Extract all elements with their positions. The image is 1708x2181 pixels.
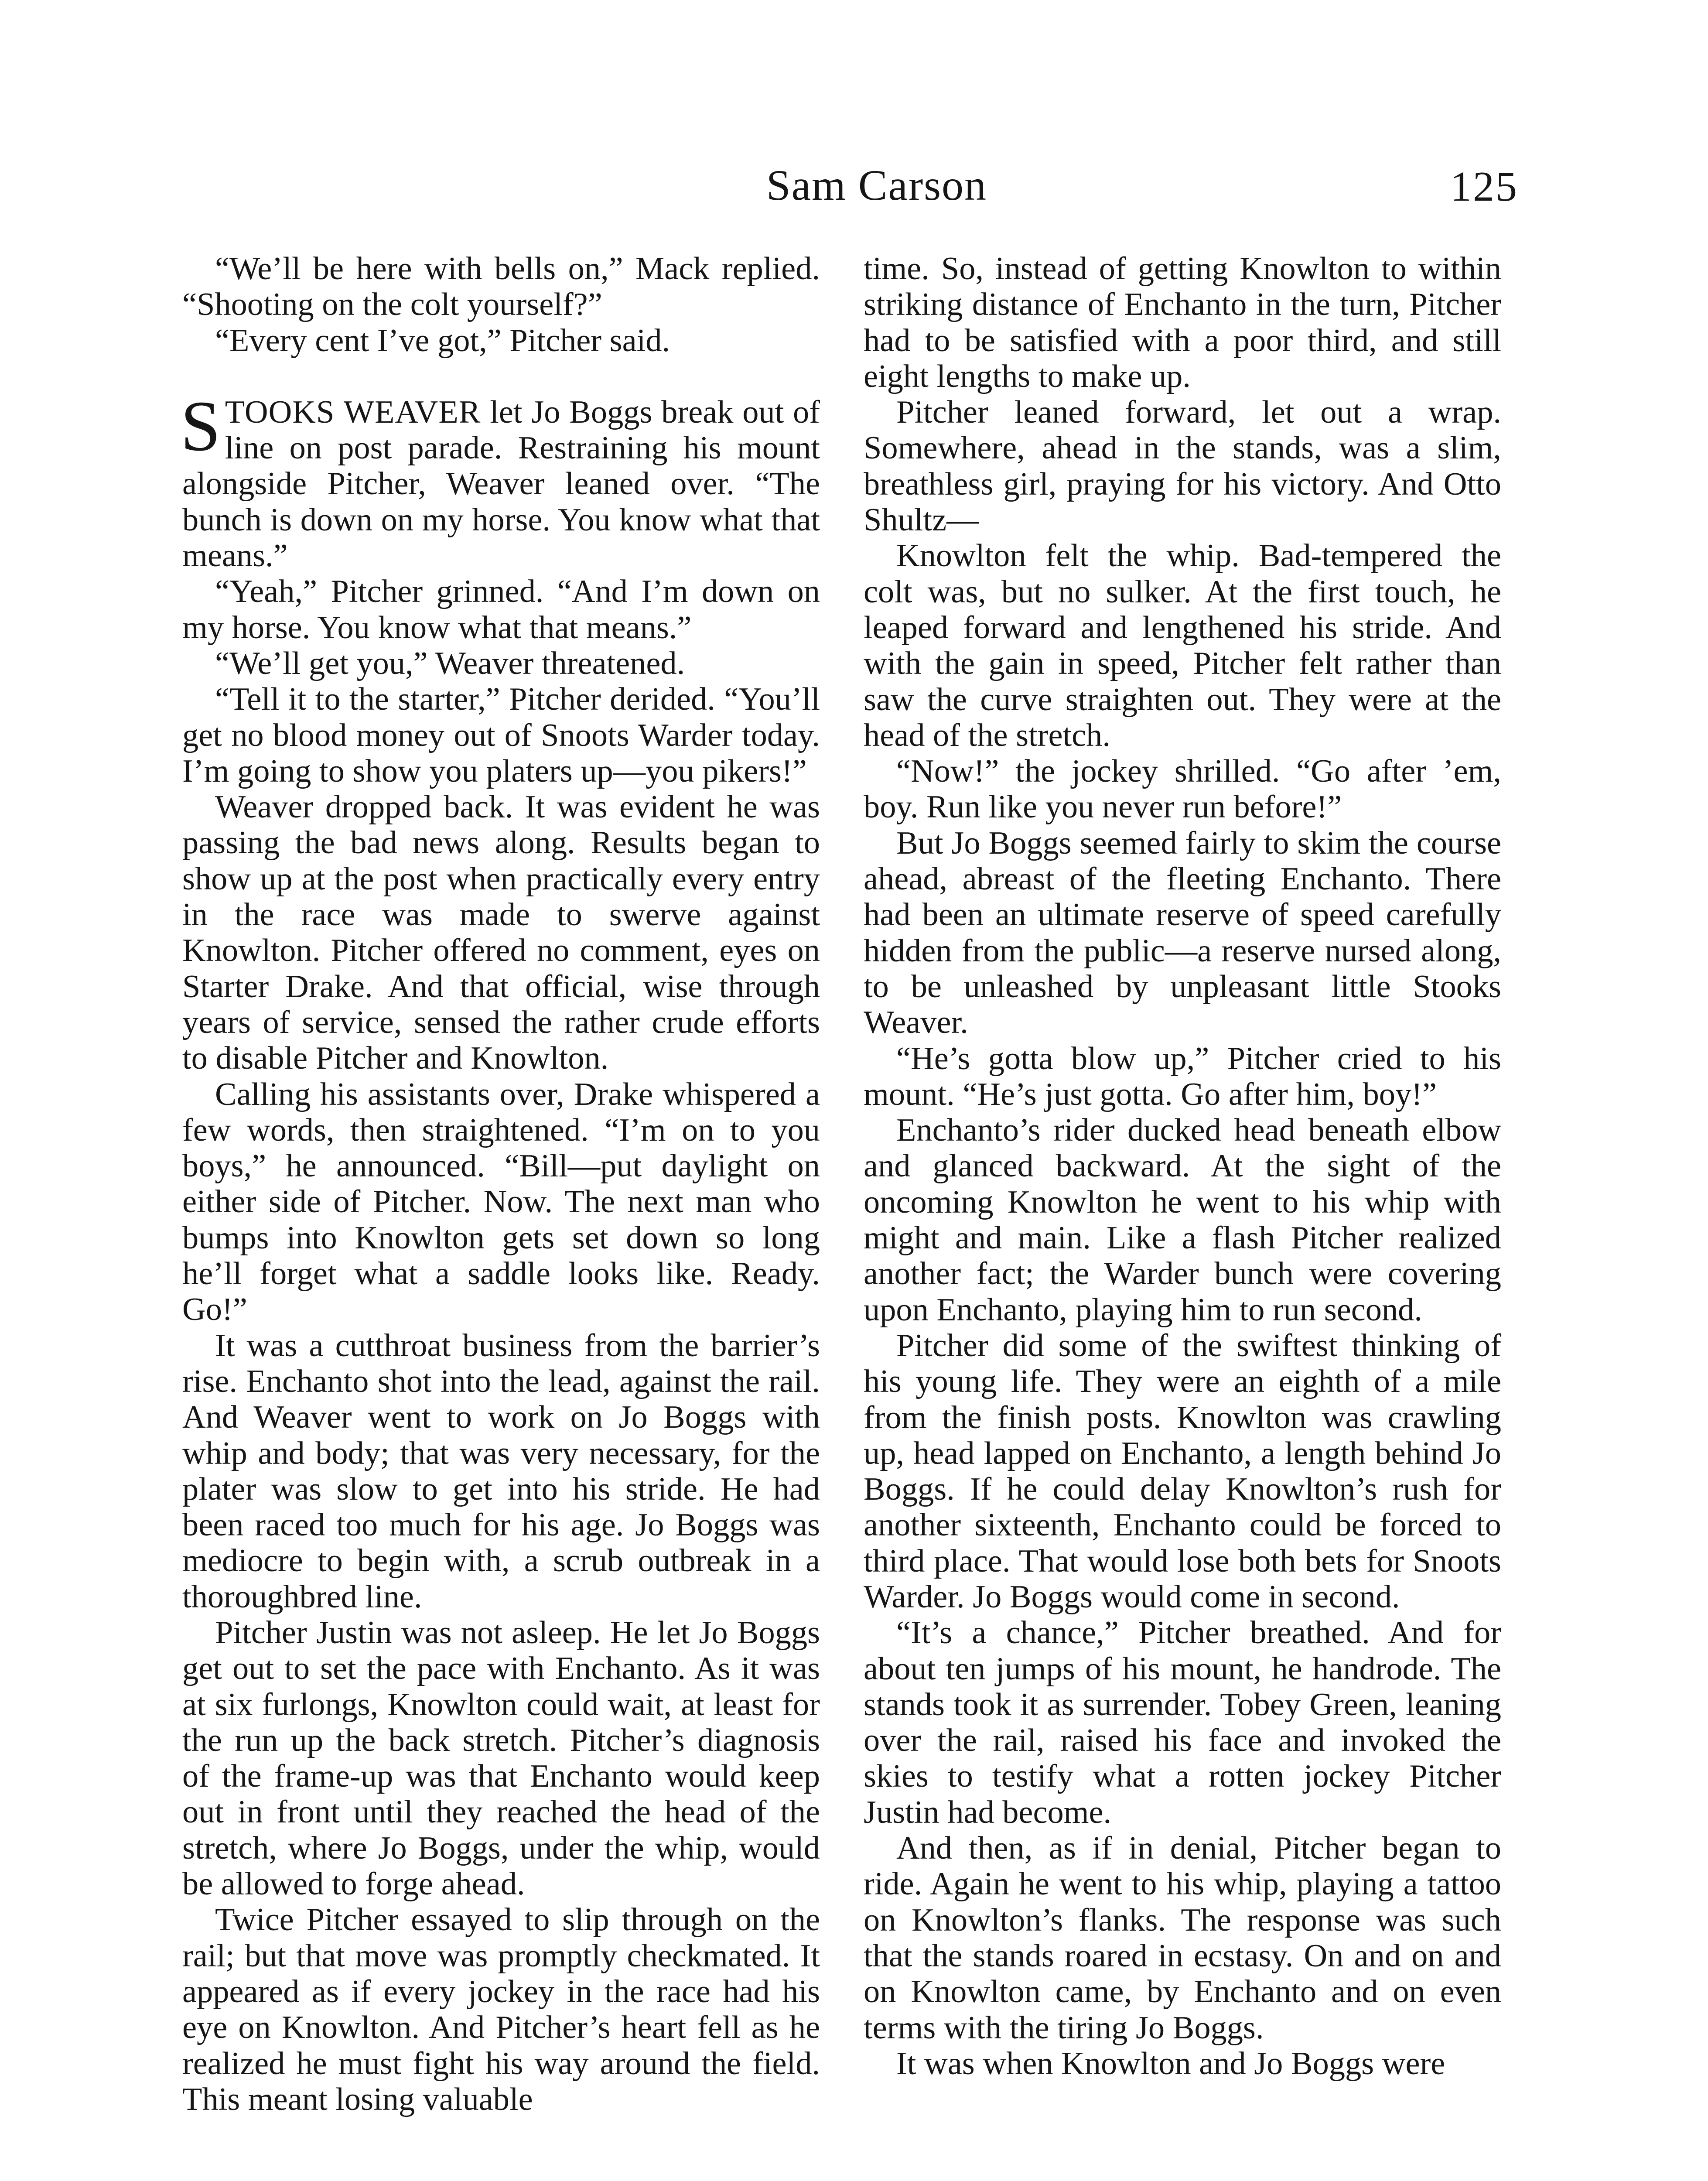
text-column-right	[864, 251, 1501, 2082]
running-head-title: Sam Carson	[766, 161, 987, 209]
paragraph: It was a cutthroat business from the barrier’s rise. Enchanto shot into the lead, against the rail. And Weaver went to work on Jo Boggs with whip and body; that was very necessary, for the plater was slow to get into his stride. He had been raced too much for his age. Jo Boggs was mediocre to begin with, a scrub outbreak in a thoroughbred line.	[182, 1327, 820, 1615]
drop-cap: S	[181, 386, 221, 466]
paragraph-text: let Jo Boggs break out of line on post parade. Restraining his mount alongside Pitcher, Weaver leaned over. “The bunch is down on my horse. You know what that means.”	[182, 394, 820, 574]
page-number: 125	[1450, 163, 1518, 210]
paragraph: “Now!” the jockey shrilled. “Go after ’em, boy. Run like you never run before!”	[864, 753, 1501, 825]
paragraph: But Jo Boggs seemed fairly to skim the course ahead, abreast of the fleeting Enchanto. There had been an ultimate reserve of speed carefully hidden from the public—a reserve nursed along, to be unleashed by unpleasant little Stooks Weaver.	[864, 825, 1501, 1041]
paragraph: Pitcher Justin was not asleep. He let Jo Boggs get out to set the pace with Enchanto. As it was at six furlongs, Knowlton could wait, at least for the run up the back stretch. Pitcher’s diagnosis of the frame-up was that Enchanto would keep out in front until they reached the head of the stretch, where Jo Boggs, under the whip, would be allowed to forge ahead.	[182, 1614, 820, 1902]
paragraph: Enchanto’s rider ducked head beneath elbow and glanced backward. At the sight of the oncoming Knowlton he went to his whip with might and main. Like a flash Pitcher realized another fact; the Warder bunch were covering upon Enchanto, playing him to run second.	[864, 1112, 1501, 1328]
section-opening-paragraph	[181, 386, 820, 574]
paragraph: Twice Pitcher essayed to slip through on the rail; but that move was promptly checkmated. It appeared as if every jockey in the race had his eye on Knowlton. And Pitcher’s heart fell as he realized he must fight his way around the field. This meant losing valuable	[182, 1902, 820, 2117]
paragraph: “Every cent I’ve got,” Pitcher said.	[215, 322, 670, 359]
paragraph: Knowlton felt the whip. Bad-tempered the colt was, but no sulker. At the first touch, he leaped forward and lengthened his stride. And with the gain in speed, Pitcher felt rather than saw the curve straighten out. They were at the head of the stretch.	[864, 538, 1501, 753]
paragraph: “It’s a chance,” Pitcher breathed. And for about ten jumps of his mount, he handrode. The stands took it as surrender. Tobey Green, leaning over the rail, raised his face and invoked the skies to testify what a rotten jockey Pitcher Justin had become.	[864, 1615, 1501, 1830]
paragraph: “Yeah,” Pitcher grinned. “And I’m down on my horse. You know what that means.”	[182, 574, 820, 646]
paragraph: “We’ll be here with bells on,” Mack replied. “Shooting on the colt yourself?”	[182, 251, 820, 323]
text-column-left	[182, 251, 820, 2117]
lead-in-caps: TOOKS WEAVER	[225, 394, 481, 430]
paragraph: “He’s gotta blow up,” Pitcher cried to his mount. “He’s just gotta. Go after him, boy!”	[864, 1040, 1501, 1112]
paragraph: Calling his assistants over, Drake whispered a few words, then straightened. “I’m on to you boys,” he announced. “Bill—put daylight on either side of Pitcher. Now. The next man who bumps into Knowlton gets set down so long he’ll forget what a saddle looks like. Ready. Go!”	[182, 1076, 820, 1328]
paragraph: Pitcher leaned forward, let out a wrap. Somewhere, ahead in the stands, was a slim, breathless girl, praying for his victory. And Otto Shultz—	[864, 394, 1501, 538]
paragraph: “Tell it to the starter,” Pitcher derided. “You’ll get no blood money out of Snoots Warder today. I’m going to show you platers up—you pikers!”	[182, 681, 820, 789]
paragraph: It was when Knowlton and Jo Boggs were	[896, 2045, 1445, 2082]
paragraph-continued: time. So, instead of getting Knowlton to within striking distance of Enchanto in the turn, Pitcher had to be satisfied with a poor third, and still eight lengths to make up.	[864, 251, 1501, 394]
paragraph: Weaver dropped back. It was evident he was passing the bad news along. Results began to show up at the post when practically every entry in the race was made to swerve against Knowlton. Pitcher offered no comment, eyes on Starter Drake. And that official, wise through years of service, sensed the rather crude efforts to disable Pitcher and Knowlton.	[182, 789, 820, 1077]
paragraph: “We’ll get you,” Weaver threatened.	[215, 645, 685, 681]
paragraph: And then, as if in denial, Pitcher began to ride. Again he went to his whip, playing a tattoo on Knowlton’s flanks. The response was such that the stands roared in ecstasy. On and on and on Knowlton came, by Enchanto and on even terms with the tiring Jo Boggs.	[864, 1830, 1501, 2046]
paragraph: Pitcher did some of the swiftest thinking of his young life. They were an eighth of a mile from the finish posts. Knowlton was crawling up, head lapped on Enchanto, a length behind Jo Boggs. If he could delay Knowlton’s rush for another sixteenth, Enchanto could be forced to third place. That would lose both bets for Snoots Warder. Jo Boggs would come in second.	[864, 1327, 1501, 1615]
